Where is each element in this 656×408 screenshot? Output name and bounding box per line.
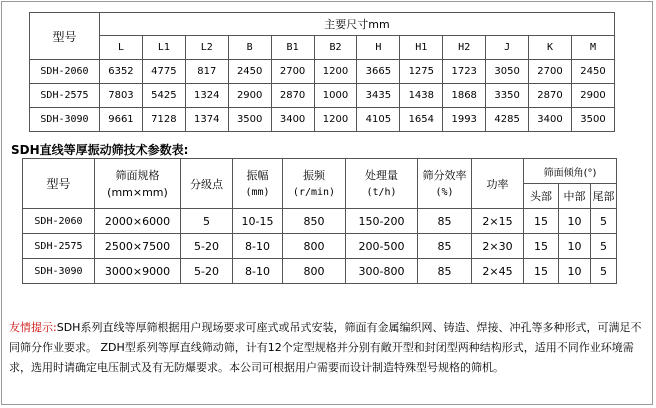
param-stages-cell: 5-20	[181, 259, 233, 284]
param-mid-cell: 10	[559, 209, 591, 234]
param-head-cell: 15	[524, 259, 559, 284]
dimension-cell: 3050	[486, 60, 529, 84]
dimension-column-header: L1	[142, 36, 185, 60]
dimension-column-header: B	[228, 36, 271, 60]
dimension-column-header: H	[357, 36, 400, 60]
param-frequency-cell: 800	[283, 259, 346, 284]
param-stages-header: 分级点	[181, 159, 233, 209]
param-tail-cell: 5	[591, 234, 617, 259]
param-model-cell: SDH-2575	[23, 234, 95, 259]
friendly-tip	[9, 318, 647, 378]
table-row	[23, 234, 617, 259]
dimension-column-header: M	[571, 36, 614, 60]
param-angle-tail-header: 尾部	[591, 184, 617, 209]
param-mid-cell: 10	[559, 234, 591, 259]
dimension-cell: 3500	[571, 108, 614, 132]
table-row	[23, 259, 617, 284]
dimension-cell: 6352	[100, 60, 143, 84]
param-mid-cell: 10	[559, 259, 591, 284]
param-frequency-header: 振频 (r/min)	[283, 159, 346, 209]
param-efficiency-header: 筛分效率 (%)	[418, 159, 472, 209]
param-efficiency-cell: 85	[418, 234, 472, 259]
dimension-cell: 1993	[443, 108, 486, 132]
dimension-cell: 1275	[400, 60, 443, 84]
dimension-cell: 1723	[443, 60, 486, 84]
parameters-table	[22, 158, 617, 284]
friendly-tip-text: SDH系列直线等厚筛根据用户现场要求可座式或吊式安装，筛面有金属编织网、铸造、焊接、冲孔等多种形式，可满足不同筛分作业要求。 ZDH型系列等厚直线筛动筛，计有12个定型规格并分别有敞开型和封闭型两种结构形式，适用不同作业环境需求，选用时请确定电压制式及有无防爆要求。本公司可根据用户需要而设计制造特殊型号规格的筛机。	[9, 321, 642, 374]
dimension-cell: 2870	[271, 84, 314, 108]
dimension-cell: 817	[185, 60, 228, 84]
dimension-cell: 2450	[228, 60, 271, 84]
dimension-cell: 3400	[529, 108, 572, 132]
dimension-cell: 2700	[529, 60, 572, 84]
dimension-column-header: H2	[443, 36, 486, 60]
param-tail-cell: 5	[591, 259, 617, 284]
param-efficiency-cell: 85	[418, 209, 472, 234]
dimension-cell: 1374	[185, 108, 228, 132]
param-amplitude-cell: 10-15	[233, 209, 283, 234]
param-spec-cell: 2000×6000	[95, 209, 181, 234]
param-model-header: 型号	[23, 159, 95, 209]
dimension-cell: 1868	[443, 84, 486, 108]
param-capacity-header: 处理量 (t/h)	[346, 159, 418, 209]
table-row	[30, 108, 615, 132]
dimensions-group-header: 主要尺寸mm	[100, 13, 615, 36]
parameters-table-title: SDH直线等厚振动筛技术参数表:	[11, 143, 189, 157]
dimension-column-header: J	[486, 36, 529, 60]
dimension-cell: 1200	[314, 108, 357, 132]
dimension-cell: 2450	[571, 60, 614, 84]
param-capacity-cell: 300-800	[346, 259, 418, 284]
dimension-column-header: H1	[400, 36, 443, 60]
dimension-cell: 9661	[100, 108, 143, 132]
dimension-cell: 1200	[314, 60, 357, 84]
dimension-cell: 3665	[357, 60, 400, 84]
dimension-cell: 1324	[185, 84, 228, 108]
param-tail-cell: 5	[591, 209, 617, 234]
param-amplitude-header: 振幅 (mm)	[233, 159, 283, 209]
param-stages-cell: 5-20	[181, 234, 233, 259]
dimension-cell: 3500	[228, 108, 271, 132]
param-capacity-cell: 150-200	[346, 209, 418, 234]
param-power-header: 功率	[472, 159, 524, 209]
dimension-column-header: K	[529, 36, 572, 60]
param-capacity-cell: 200-500	[346, 234, 418, 259]
dimension-cell: 4105	[357, 108, 400, 132]
param-stages-cell: 5	[181, 209, 233, 234]
model-cell: SDH-3090	[30, 108, 100, 132]
dimensions-table	[29, 12, 615, 132]
model-cell: SDH-2060	[30, 60, 100, 84]
param-head-cell: 15	[524, 209, 559, 234]
dimension-cell: 3435	[357, 84, 400, 108]
param-model-cell: SDH-2060	[23, 209, 95, 234]
param-power-cell: 2×45	[472, 259, 524, 284]
dimension-cell: 1000	[314, 84, 357, 108]
friendly-tip-label: 友情提示:	[9, 321, 57, 334]
param-angle-mid-header: 中部	[559, 184, 591, 209]
param-model-cell: SDH-3090	[23, 259, 95, 284]
param-spec-header: 筛面规格(mm×mm)	[95, 159, 181, 209]
model-cell: SDH-2575	[30, 84, 100, 108]
dimension-cell: 1654	[400, 108, 443, 132]
dimension-cell: 7128	[142, 108, 185, 132]
dimension-cell: 4285	[486, 108, 529, 132]
dimension-column-header: B2	[314, 36, 357, 60]
param-amplitude-cell: 8-10	[233, 259, 283, 284]
dimension-cell: 1438	[400, 84, 443, 108]
param-power-cell: 2×30	[472, 234, 524, 259]
param-spec-cell: 2500×7500	[95, 234, 181, 259]
param-frequency-cell: 800	[283, 234, 346, 259]
param-spec-cell: 3000×9000	[95, 259, 181, 284]
dimension-cell: 3350	[486, 84, 529, 108]
dimension-cell: 2700	[271, 60, 314, 84]
table-row	[23, 209, 617, 234]
param-angle-group-header: 筛面倾角(°)	[524, 159, 617, 184]
table-row	[30, 60, 615, 84]
dimension-cell: 2900	[571, 84, 614, 108]
dimension-column-header: L	[100, 36, 143, 60]
dimension-cell: 5425	[142, 84, 185, 108]
dimension-cell: 4775	[142, 60, 185, 84]
param-angle-head-header: 头部	[524, 184, 559, 209]
param-amplitude-cell: 8-10	[233, 234, 283, 259]
dimension-cell: 2870	[529, 84, 572, 108]
param-head-cell: 15	[524, 234, 559, 259]
param-power-cell: 2×15	[472, 209, 524, 234]
dimension-column-header: B1	[271, 36, 314, 60]
model-header: 型号	[30, 13, 100, 60]
dimension-cell: 3400	[271, 108, 314, 132]
dimension-cell: 7803	[100, 84, 143, 108]
param-frequency-cell: 850	[283, 209, 346, 234]
table-row	[30, 84, 615, 108]
param-efficiency-cell: 85	[418, 259, 472, 284]
dimension-cell: 2900	[228, 84, 271, 108]
dimension-column-header: L2	[185, 36, 228, 60]
